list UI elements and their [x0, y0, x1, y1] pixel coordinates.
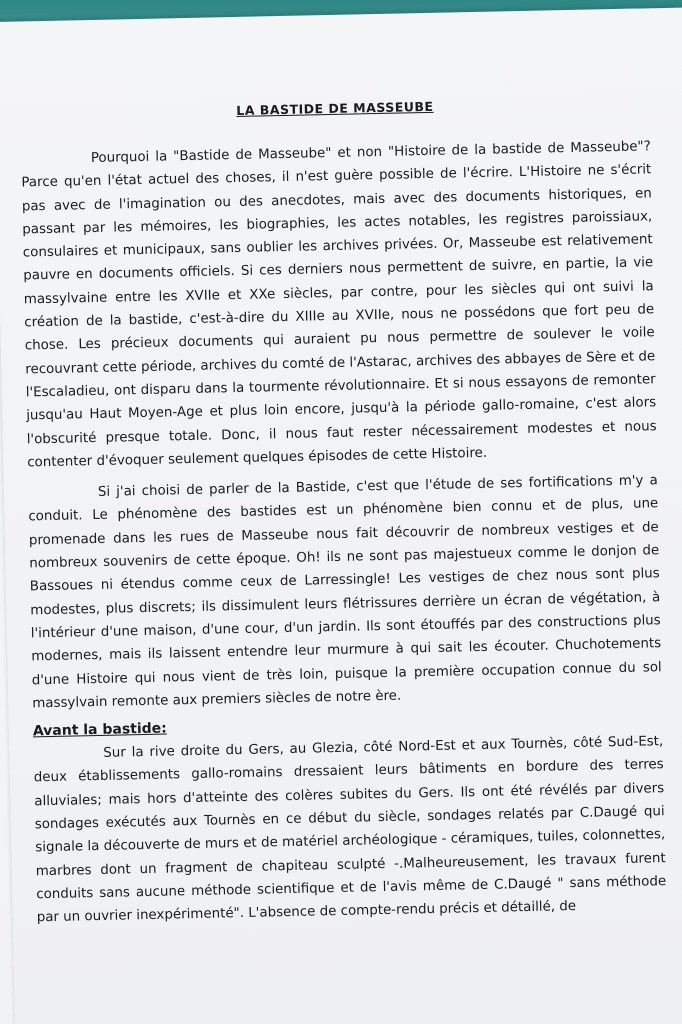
document-content — [19, 70, 667, 938]
paragraph-bastide: Si j'ai choisi de parler de la Bastide, c'est que l'étude de ses fortifications m'y a conduit. Le phénomène des bastides est un phénomène bien connu et de plus, une promenade dans les rues de Masseube nous fait découvrir de nombreux vestiges et de nombreux souvenirs de cette époque. Oh! ils ne sont pas majestueux comme le donjon de Bassoues ni étendus comme ceux de Larressingle! Les vestiges de chez nous sont plus modestes, plus discrets; ils dissimulent leurs flétrissures derrière un écran de végétation, à l'intérieur d'une maison, d'une cour, d'un jardin. Ils sont étouffés par des constructions plus modernes, mais ils laissent entendre leur murmure à qui sait les écouter. Chuchotements d'une Histoire qui nous vient de très loin, puisque la première occupation connue du sol massylvain remonte aux premiers siècles de notre ère. — [28, 473, 662, 712]
section-heading: Avant la bastide: — [32, 720, 167, 740]
paragraph-intro: Pourquoi la "Bastide de Masseube" et non "Histoire de la bastide de Masseube"? Parce qu'en l'état actuel des choses, il n'est guère possible de l'écrire. L'Histoire ne s'écrit pas avec de l'imagination ou des anecdotes, mais avec des documents historiques, en passant par les mémoires, les biographies, les actes notables, les registres paroissiaux, consulaires et municipaux, sans oublier les archives privées. Or, Masseube est relativement pauvre en documents officiels. Si ces derniers nous permettent de suivre, en partie, la vie massylvaine entre les XVIIe et XXe siècles, par contre, pour les siècles qui ont suivi la création de la bastide, c'est-à-dire du XIIIe au XVIIe, nous ne possédons que fort peu de chose. Les précieux documents qui auraient pu nous permettre de soulever le voile recouvrant cette période, archives du comté de l'Astarac, archives des abbayes de Sère et de l'Escaladieu, ont disparu dans la tourmente révolutionnaire. Et si nous essayons de remonter jusqu'au Haut Moyen-Age et plus loin encore, jusqu'à la période gallo-romaine, c'est alors l'obscurité presque totale. Donc, il nous faut rester nécessairement modestes et nous contenter d'évoquer seulement quelques épisodes de cette Histoire. — [21, 139, 657, 471]
document-page — [0, 7, 682, 1024]
paragraph-avant-bastide: Sur la rive droite du Gers, au Glezia, côté Nord-Est et aux Tournès, côté Sud-Est, deux établissements gallo-romains dressaient leurs bâtiments en bordure des terres alluviales; mais hors d'atteinte des colères subites du Gers. Ils ont été révélés par divers sondages exécutés aux Tournès en ce début du siècle, sondages relatés par C.Daugé qui signale la découverte de murs et de matériel archéologique - céramiques, tuiles, colonnettes, marbres dont un fragment de chapiteau sculpté -.Malheureusement, les travaux furent conduits sans aucune méthode scientifique et de l'avis même de C.Daugé " sans méthode par un ouvrier inexpérimenté". L'absence de compte-rendu précis et détaillé, de — [33, 734, 667, 926]
document-title: LA BASTIDE DE MASSEUBE — [236, 98, 434, 118]
